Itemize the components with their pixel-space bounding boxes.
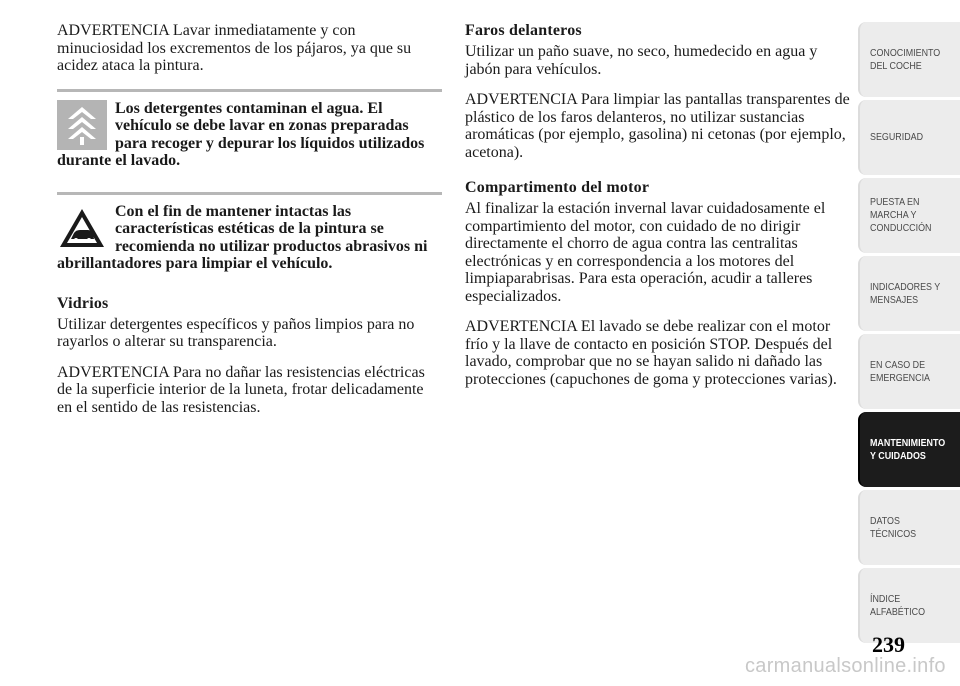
- warning-notice-text: Con el fin de mantener intactas las características estéticas de la pintura se recomienda no utilizar productos abrasivos ni abrillantadores para limpiar el vehículo.: [57, 202, 428, 272]
- heading-vidrios: Vidrios: [57, 294, 109, 312]
- car-warning-triangle-icon: [57, 203, 107, 253]
- left-column: [57, 22, 442, 429]
- tab-datos-tecnicos[interactable]: DATOS TÉCNICOS: [858, 490, 960, 565]
- environment-notice-text: Los detergentes contaminan el agua. El vehículo se debe lavar en zonas preparadas para recoger y depurar los líquidos utilizados durante el lavado.: [57, 99, 425, 169]
- environment-notice: [57, 89, 442, 170]
- tab-puesta-en-marcha[interactable]: PUESTA EN MARCHA Y CONDUCCIÓN: [858, 178, 960, 253]
- page-number: 239: [872, 632, 905, 657]
- paragraph-bird-droppings: ADVERTENCIA Lavar inmediatamente y con minuciosidad los excrementos de los pájaros, ya que su acidez ataca la pintura.: [57, 22, 412, 74]
- right-column: [465, 22, 850, 401]
- watermark: carmanualsonline.info: [745, 655, 946, 677]
- paragraph-vidrios-advertencia: ADVERTENCIA Para no dañar las resistencias eléctricas de la superficie interior de la luneta, frotar delicadamente en el sentido de las resistencias.: [57, 363, 425, 416]
- tab-indice-alfabetico[interactable]: ÍNDICE ALFABÉTICO: [858, 568, 960, 643]
- warning-notice: [57, 192, 442, 273]
- heading-motor: Compartimento del motor: [465, 179, 650, 196]
- paragraph-faros: Utilizar un paño suave, no seco, humedecido en agua y jabón para vehículos.: [465, 43, 818, 78]
- tab-mantenimiento-y-cuidados[interactable]: MANTENIMIENTO Y CUIDADOS: [858, 412, 960, 487]
- tab-en-caso-de-emergencia[interactable]: EN CASO DE EMERGENCIA: [858, 334, 960, 409]
- paragraph-faros-advertencia: ADVERTENCIA Para limpiar las pantallas transparentes de plástico de los faros delanteros, no utilizar sustancias aromáticas (por ejemplo, gasolina) ni cetonas (por ejemplo, acetona).: [465, 91, 850, 161]
- tab-conocimiento-del-coche[interactable]: CONOCIMIENTO DEL COCHE: [858, 22, 960, 97]
- chapter-sidebar: [858, 22, 960, 646]
- tab-indicadores-y-mensajes[interactable]: INDICADORES Y MENSAJES: [858, 256, 960, 331]
- paragraph-motor: Al finalizar la estación invernal lavar cuidadosamente el compartimiento del motor, con cuidado de no dirigir directamente el chorro de agua contra las centralitas electrónicas y en correspondencia a los motores del limpiaparabrisas. Para esta operación, acudir a talleres especializados.: [465, 200, 826, 305]
- tab-seguridad[interactable]: SEGURIDAD: [858, 100, 960, 175]
- paragraph-vidrios: Utilizar detergentes específicos y paños limpios para no rayarlos o alterar su transparencia.: [57, 315, 415, 350]
- heading-faros: Faros delanteros: [465, 22, 582, 39]
- paragraph-motor-advertencia: ADVERTENCIA El lavado se debe realizar con el motor frío y la llave de contacto en posición STOP. Después del lavado, comprobar que no se hayan salido ni dañado las protecciones (capuchones de goma y protecciones varias).: [465, 318, 837, 388]
- tree-environment-icon: [57, 100, 107, 150]
